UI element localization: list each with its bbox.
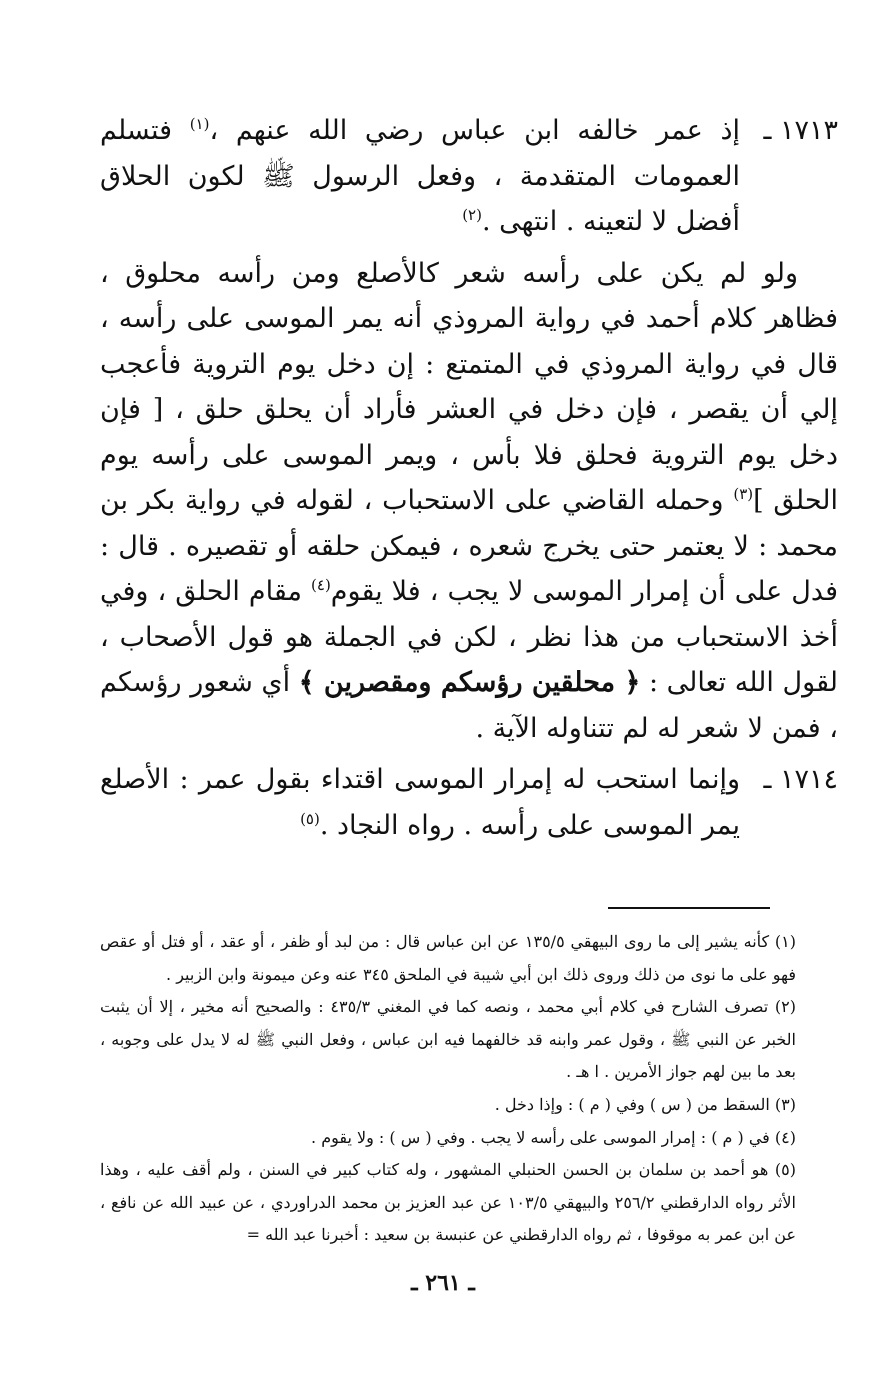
footnote-3: (٣) السقط من ( س ) وفي ( م ) : وإذا دخل . <box>494 1094 796 1114</box>
footnote-separator <box>608 907 770 909</box>
paragraph-1713 <box>100 108 838 245</box>
footnote-5: (٥) هو أحمد بن سلمان بن الحسن الحنبلي المشهور ، وله كتاب كبير في السنن ، ولم أقف عليه ، وهذا الأثر رواه الدارقطني ٢٥٦/٢ والبيهقي ١٠٣/٥ عن عبد العزيز بن محمد الدراوردي ، عن عبيد الله عن نافع ، عن ابن عمر به موقوفا ، ثم رواه الدارقطني عن عنبسة بن سعيد : أخبرنا عبد الله = <box>100 1160 796 1245</box>
main-text <box>100 108 838 848</box>
footnotes <box>100 926 796 1252</box>
footnote-1: (١) كأنه يشير إلى ما روى البيهقي ١٣٥/٥ عن ابن عباس قال : من لبد أو ظفر ، أو عقد ، أو فتل أو عقص فهو على ما نوى من ذلك وروى ذلك ابن أبي شيبة في الملحق ٣٤٥ عنه وعن ميمونة وابن الزبير . <box>100 932 797 984</box>
quran-verse: ﴿ محلقين رؤسكم ومقصرين ﴾ <box>298 667 641 698</box>
paragraph-1714 <box>100 757 838 848</box>
page-number: ـ ٢٦١ ـ <box>411 1270 475 1296</box>
paragraph-text: وحمله القاضي على الاستحباب ، لقوله في رواية بكر بن محمد : لا يعتمر حتى يخرج شعره ، فيمكن حلقه أو تقصيره . قال : فدل على أن إمرار الموسى لا يجب ، فلا يقوم <box>100 485 838 607</box>
paragraph-text: إذ عمر خالفه ابن عباس رضي الله عنهم ، <box>209 115 740 146</box>
paragraph-number: ١٧١٤ ـ <box>763 764 838 795</box>
paragraph-text: وإنما استحب له إمرار الموسى اقتداء بقول عمر : الأصلع يمر الموسى على رأسه . رواه النجاد . <box>100 764 740 841</box>
paragraph-number: ١٧١٣ ـ <box>763 115 838 146</box>
footnote-marker: (٢) <box>462 206 482 224</box>
footnote-4: (٤) في ( م ) : إمرار الموسى على رأسه لا يجب . وفي ( س ) : ولا يقوم . <box>311 1127 796 1147</box>
footnote-marker: (٣) <box>733 485 754 503</box>
paragraph-text: مقام الحلق ، وفي أخذ الاستحباب من هذا نظر ، لكن في الجملة هو قول الأصحاب ، لقول الله تعالى : <box>100 576 838 698</box>
footnote-marker: (٥) <box>300 809 320 828</box>
paragraph-text: ولو لم يكن على رأسه شعر كالأصلع ومن رأسه محلوق ، فظاهر كلام أحمد في رواية المروذي أنه يمر الموسى على رأسه ، قال في رواية المروذي في المتمتع : إن دخل يوم التروية فأعجب إلي أن يقصر ، فإن دخل في العشر فأراد أن يحلق حلق ، [ فإن دخل يوم التروية فحلق فلا بأس ، ويمر الموسى على رأسه يوم الحلق ] <box>100 257 839 516</box>
footnote-marker: (١) <box>189 115 210 133</box>
paragraph-continuation <box>100 251 838 752</box>
footnote-marker: (٤) <box>311 576 331 594</box>
paragraph-text: فتسلم العمومات المتقدمة ، وفعل الرسول ﷺ لكون الحلاق أفضل لا لتعينه . انتهى . <box>100 115 740 237</box>
footnote-2: (٢) تصرف الشارح في كلام أبي محمد ، ونصه كما في المغني ٤٣٥/٣ : والصحيح أنه مخير ، إلا أن يثبت الخبر عن النبي ﷺ ، وقول عمر وابنه قد خالفهما فيه ابن عباس ، وفعل النبي ﷺ له لا يدل على وجوبه ، بعد ما بين لهم جواز الأمرين . ا هـ . <box>100 997 796 1082</box>
paragraph-text: أي شعور رؤسكم ، فمن لا شعر له لم تتناوله الآية . <box>100 667 838 744</box>
